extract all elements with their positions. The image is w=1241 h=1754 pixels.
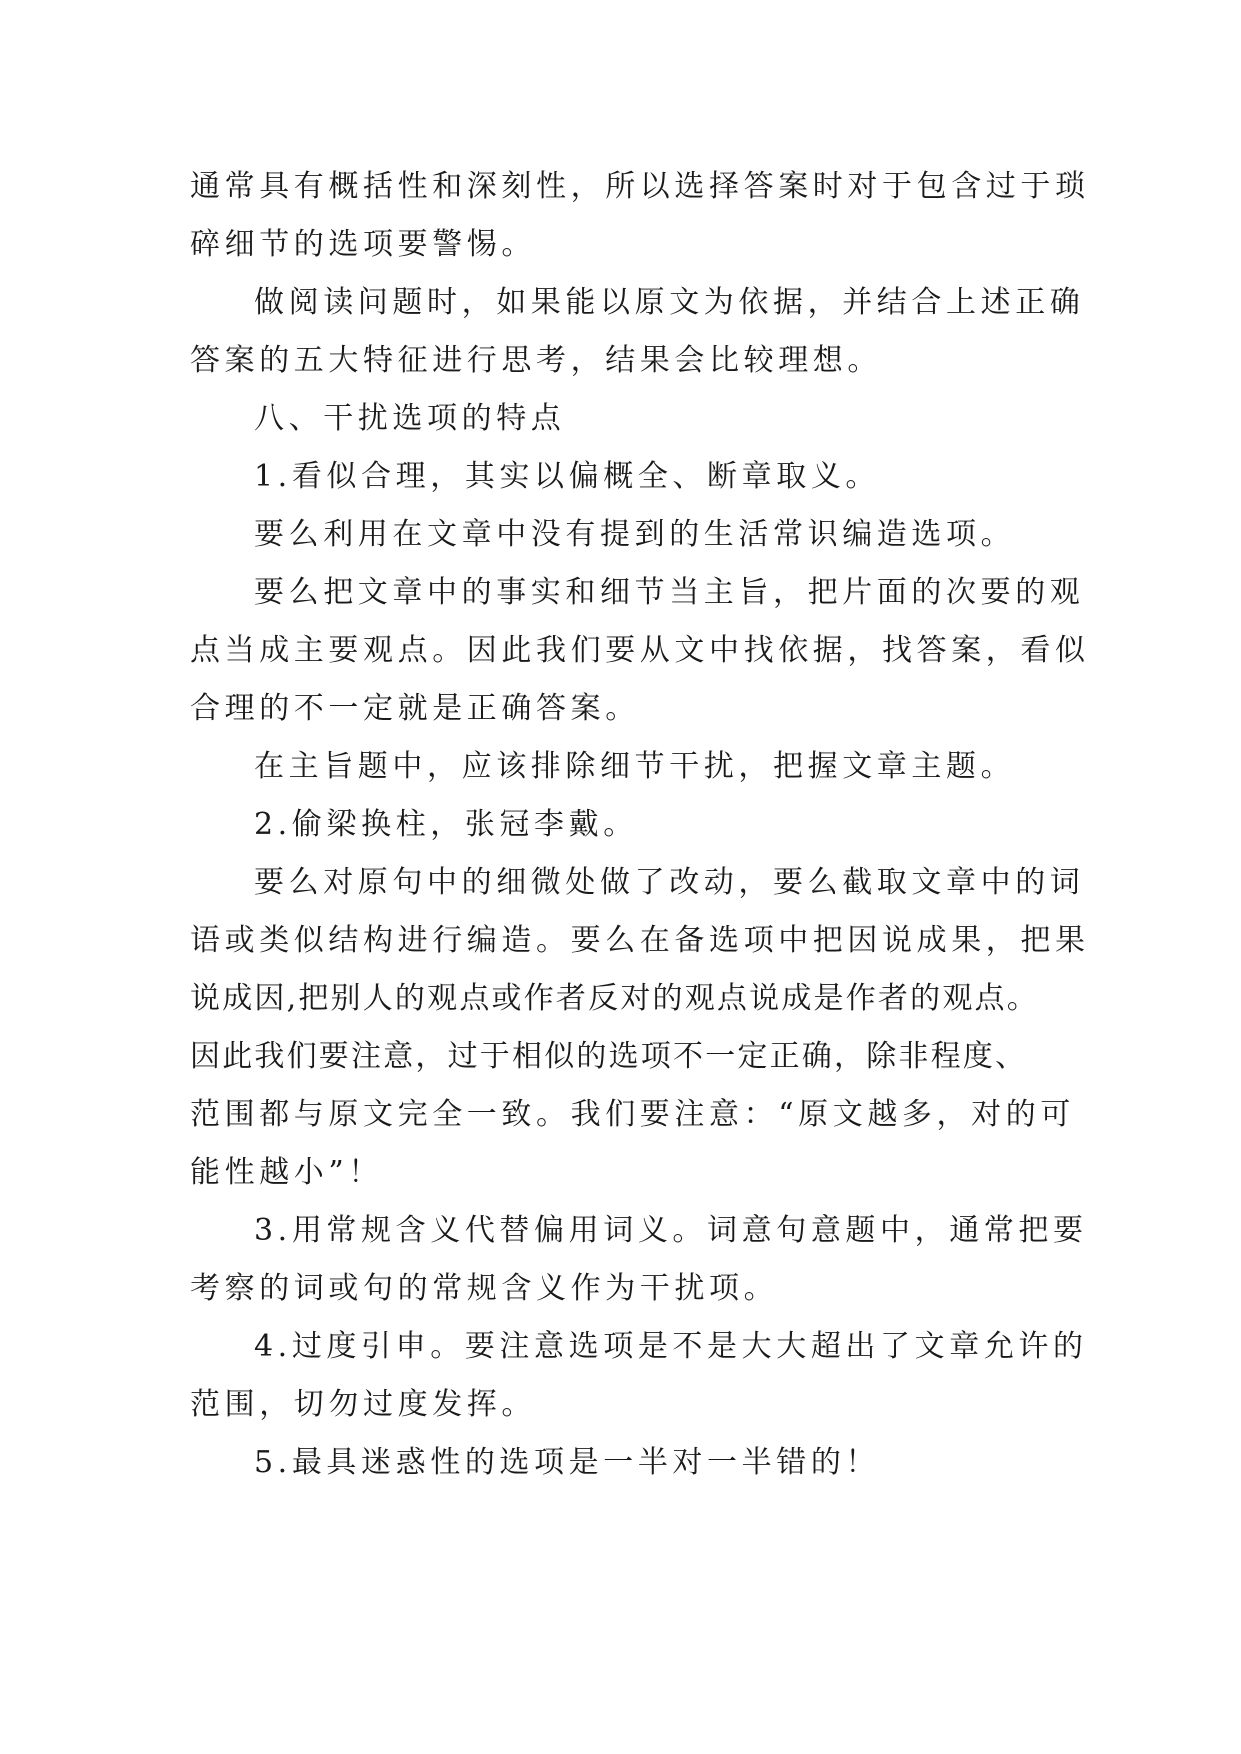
paragraph-line: 范围都与原文完全一致。我们要注意：“原文越多，对的可 — [190, 1097, 1075, 1132]
paragraph-line: 点当成主要观点。因此我们要从文中找依据，找答案，看似 — [190, 633, 1090, 668]
paragraph-line: 考察的词或句的常规含义作为干扰项。 — [190, 1271, 779, 1306]
document-body — [190, 158, 1090, 1492]
list-item-heading: 3.用常规含义代替偏用词义。词意句意题中，通常把要 — [254, 1213, 1088, 1248]
paragraph-line: 碎细节的选项要警惕。 — [190, 227, 536, 262]
paragraph-line: 合理的不一定就是正确答案。 — [190, 691, 640, 726]
section-heading: 八、干扰选项的特点 — [254, 401, 566, 436]
paragraph-line: 做阅读问题时，如果能以原文为依据，并结合上述正确 — [254, 285, 1085, 320]
paragraph-line: 说成因,把别人的观点或作者反对的观点说成是作者的观点。 — [190, 981, 1039, 1016]
list-item-heading: 4.过度引申。要注意选项是不是大大超出了文章允许的 — [254, 1329, 1088, 1364]
paragraph-line: 通常具有概括性和深刻性，所以选择答案时对于包含过于琐 — [190, 169, 1090, 204]
list-item-heading: 5.最具迷惑性的选项是一半对一半错的！ — [254, 1445, 881, 1480]
paragraph-line: 能性越小”！ — [190, 1155, 383, 1190]
paragraph-line: 要么利用在文章中没有提到的生活常识编造选项。 — [254, 517, 1016, 552]
paragraph-line: 因此我们要注意，过于相似的选项不一定正确，除非程度、 — [190, 1039, 1028, 1074]
paragraph-line: 答案的五大特征进行思考，结果会比较理想。 — [190, 343, 882, 378]
paragraph-line: 语或类似结构进行编造。要么在备选项中把因说成果，把果 — [190, 923, 1090, 958]
paragraph-line: 要么把文章中的事实和细节当主旨，把片面的次要的观 — [254, 575, 1085, 610]
paragraph-line: 在主旨题中，应该排除细节干扰，把握文章主题。 — [254, 749, 1016, 784]
list-item-heading: 1.看似合理，其实以偏概全、断章取义。 — [254, 459, 881, 494]
paragraph-line: 范围，切勿过度发挥。 — [190, 1387, 536, 1422]
paragraph-line: 要么对原句中的细微处做了改动，要么截取文章中的词 — [254, 865, 1085, 900]
list-item-heading: 2.偷梁换柱，张冠李戴。 — [254, 807, 638, 842]
